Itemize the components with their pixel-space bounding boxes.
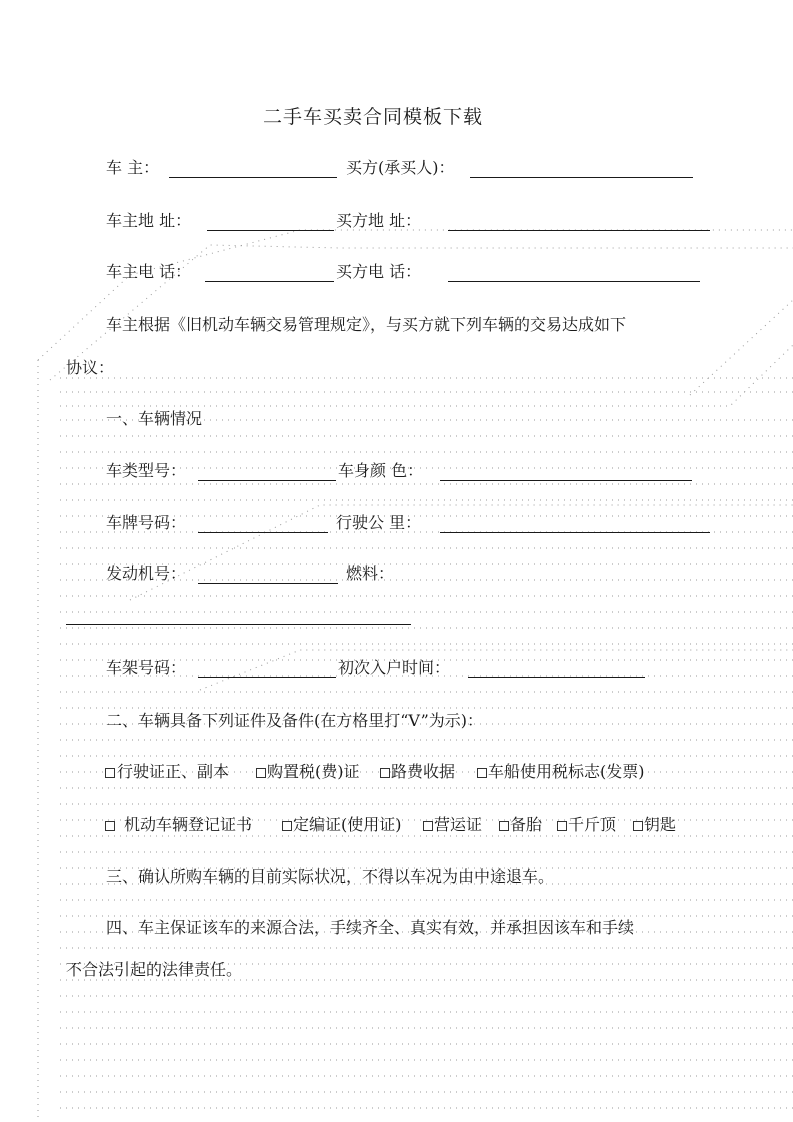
color-blank-line[interactable] — [440, 480, 692, 481]
checkbox-road-fee-receipt[interactable] — [380, 768, 390, 778]
buyer-phone-label: 买方电 话： — [336, 262, 422, 281]
buyer-blank-line[interactable] — [470, 177, 693, 178]
section3-paragraph: 三、确认所购车辆的目前实际状况，不得以车况为由中途退车。 — [106, 867, 555, 886]
intro-paragraph-line2: 协议： — [66, 358, 115, 377]
engine-blank-line[interactable] — [198, 583, 338, 584]
doc-quota-certificate-label: 定编证(使用证) — [293, 815, 402, 834]
buyer-phone-blank-line[interactable] — [448, 281, 700, 282]
owner-label: 车 主： — [106, 158, 160, 177]
plate-blank-line[interactable] — [198, 532, 328, 533]
mileage-blank-line[interactable] — [440, 532, 710, 533]
color-label: 车身颜 色： — [338, 461, 424, 480]
buyer-address-blank-line[interactable] — [448, 230, 710, 231]
owner-phone-label: 车主电 话： — [106, 262, 192, 281]
checkbox-spare-tire[interactable] — [499, 821, 509, 831]
section2-title: 二、车辆具备下列证件及备件(在方格里打“V”为示)： — [106, 711, 483, 730]
doc-jack-label: 千斤顶 — [568, 815, 617, 834]
section4-paragraph-line1: 四、车主保证该车的来源合法，手续齐全、真实有效，并承担因该车和手续 — [106, 918, 635, 937]
checkbox-driving-license[interactable] — [105, 768, 115, 778]
doc-purchase-tax-label: 购置税(费)证 — [267, 762, 360, 781]
owner-blank-line[interactable] — [169, 177, 337, 178]
plate-label: 车牌号码： — [106, 513, 187, 532]
doc-keys-label: 钥匙 — [644, 815, 677, 834]
doc-driving-license-label: 行驶证正、副本 — [117, 762, 230, 781]
fuel-blank-line[interactable] — [66, 624, 411, 625]
doc-registration-certificate-label: 机动车辆登记证书 — [124, 815, 253, 834]
owner-address-label: 车主地 址： — [106, 211, 192, 230]
owner-address-blank-line[interactable] — [207, 230, 334, 231]
checkbox-jack[interactable] — [557, 821, 567, 831]
section4-paragraph-line2: 不合法引起的法律责任。 — [66, 960, 243, 979]
engine-label: 发动机号： — [106, 564, 187, 583]
checkbox-operating-permit[interactable] — [423, 821, 433, 831]
fuel-label: 燃料： — [346, 564, 395, 583]
intro-paragraph-line1: 车主根据《旧机动车辆交易管理规定》，与买方就下列车辆的交易达成如下 — [106, 315, 627, 334]
model-blank-line[interactable] — [198, 480, 336, 481]
first-registration-label: 初次入户时间： — [338, 658, 451, 677]
model-label: 车类型号： — [106, 461, 187, 480]
doc-road-fee-receipt-label: 路费收据 — [391, 762, 456, 781]
checkbox-purchase-tax[interactable] — [256, 768, 266, 778]
checkbox-keys[interactable] — [633, 821, 643, 831]
doc-operating-permit-label: 营运证 — [434, 815, 483, 834]
first-registration-blank-line[interactable] — [468, 677, 645, 678]
checkbox-vehicle-tax-mark[interactable] — [477, 768, 487, 778]
doc-vehicle-tax-mark-label: 车船使用税标志(发票) — [488, 762, 645, 781]
document-title: 二手车买卖合同模板下载 — [263, 106, 484, 128]
frame-blank-line[interactable] — [198, 677, 336, 678]
checkbox-quota-certificate[interactable] — [282, 821, 292, 831]
owner-phone-blank-line[interactable] — [205, 281, 334, 282]
section1-title: 一、车辆情况 — [106, 409, 203, 428]
buyer-address-label: 买方地 址： — [336, 211, 422, 230]
doc-spare-tire-label: 备胎 — [510, 815, 543, 834]
frame-label: 车架号码： — [106, 658, 187, 677]
mileage-label: 行驶公 里： — [336, 513, 422, 532]
checkbox-registration-certificate[interactable] — [105, 821, 115, 831]
buyer-label: 买方(承买人)： — [346, 158, 455, 177]
